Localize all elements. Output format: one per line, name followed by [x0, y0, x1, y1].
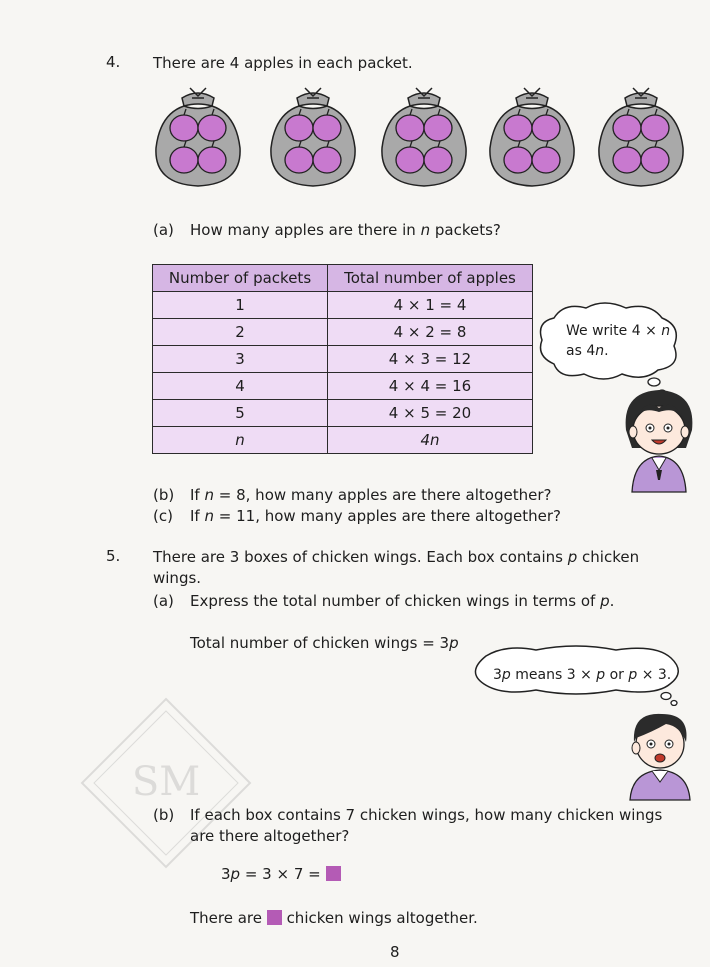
table-row: [153, 346, 533, 373]
boy-bubble-text: 3p means 3 × p or p × 3.: [493, 667, 672, 683]
question-4-intro: There are 4 apples in each packet.: [153, 54, 413, 72]
girl-bubble-line2: as 4n.: [566, 343, 609, 359]
question-4c-label: (c): [153, 507, 173, 525]
question-5b-line1: If each box contains 7 chicken wings, how many chicken wings: [190, 806, 663, 824]
page-number: 8: [390, 943, 400, 961]
table-cell: 4 × 4 = 16: [328, 373, 533, 400]
table-cell: 2: [153, 319, 328, 346]
question-5-number: 5.: [106, 547, 121, 565]
table-row: [153, 373, 533, 400]
table-cell: n: [153, 427, 328, 454]
question-5-intro: There are 3 boxes of chicken wings. Each box contains p chicken: [153, 548, 640, 566]
apple-packet: [152, 84, 244, 188]
answer-5b-sentence: There are chicken wings altogether.: [190, 909, 478, 927]
apple-packet: [595, 84, 687, 188]
question-5b-line2: are there altogether?: [190, 827, 350, 845]
table-cell: 4 × 3 = 12: [328, 346, 533, 373]
question-4b-text: If n = 8, how many apples are there altogether?: [190, 486, 552, 504]
question-4b-label: (b): [153, 486, 175, 504]
girl-illustration: [616, 386, 702, 494]
question-4a-label: (a): [153, 221, 174, 239]
table-row: [153, 319, 533, 346]
table-cell: 5: [153, 400, 328, 427]
header-number-of-packets: Number of packets: [153, 265, 328, 292]
table-row: [153, 292, 533, 319]
answer-5a: Total number of chicken wings = 3p: [190, 634, 459, 652]
question-5-intro-line2: wings.: [153, 569, 202, 587]
apple-packet: [486, 84, 578, 188]
question-4a-text: How many apples are there in n packets?: [190, 221, 501, 239]
watermark-text: SM: [131, 759, 201, 805]
answer-square: [267, 910, 282, 925]
girl-bubble-line1: We write 4 × n: [566, 323, 671, 339]
question-4c-text: If n = 11, how many apples are there altogether?: [190, 507, 562, 525]
table-row: [153, 400, 533, 427]
question-4-number: 4.: [106, 53, 121, 71]
thought-bubble-cloud: [534, 300, 684, 400]
answer-square: [326, 866, 341, 881]
table-cell: 4n: [328, 427, 533, 454]
question-5a-text: Express the total number of chicken wings in terms of p.: [190, 592, 615, 610]
header-total-apples: Total number of apples: [328, 265, 533, 292]
table-row: [153, 427, 533, 454]
equation-5b: 3p = 3 × 7 =: [221, 864, 341, 884]
table-cell: 4 × 1 = 4: [328, 292, 533, 319]
table-cell: 4 × 5 = 20: [328, 400, 533, 427]
table-cell: 1: [153, 292, 328, 319]
apples-table: [152, 264, 533, 454]
table-cell: 4 × 2 = 8: [328, 319, 533, 346]
apple-packet: [267, 84, 359, 188]
apple-packets: [152, 84, 692, 188]
table-cell: 4: [153, 373, 328, 400]
question-5b-label: (b): [153, 806, 175, 824]
table-header-row: [153, 265, 533, 292]
boy-illustration: [618, 708, 702, 802]
apple-packet: [378, 84, 470, 188]
question-5a-label: (a): [153, 592, 174, 610]
table-cell: 3: [153, 346, 328, 373]
